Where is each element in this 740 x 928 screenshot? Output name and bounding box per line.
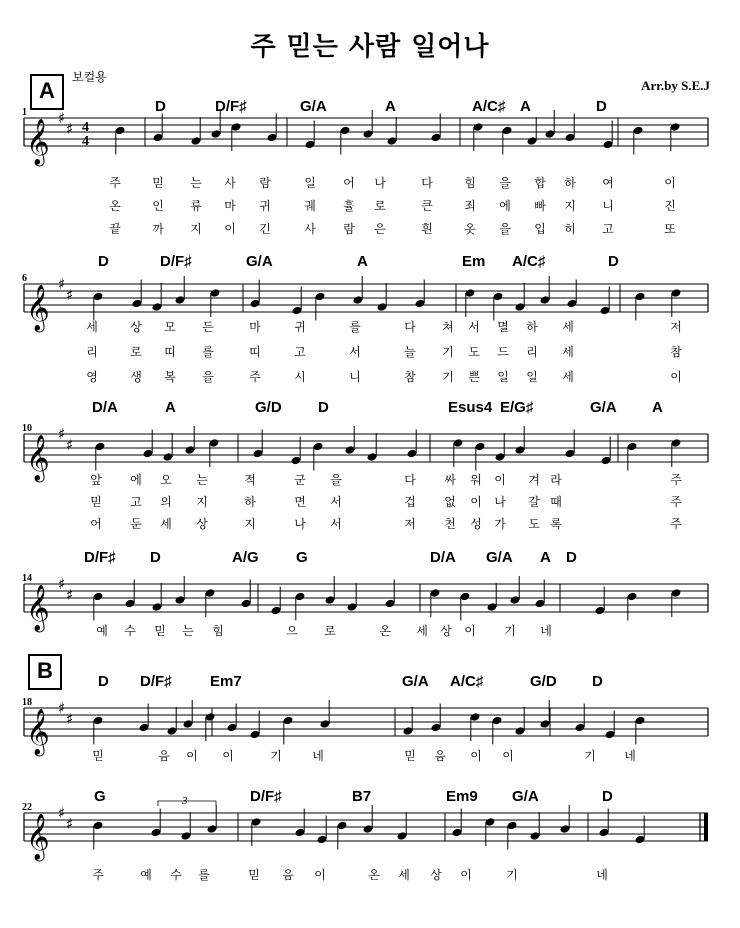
- lyric-syllable: 믿: [90, 495, 102, 509]
- lyric-syllable: 든: [202, 320, 214, 334]
- chord-symbol: G: [296, 549, 308, 566]
- lyric-syllable: 류: [190, 199, 202, 213]
- rehearsal-mark-a: A: [30, 74, 64, 110]
- treble-clef-icon: 𝄞: [26, 709, 50, 755]
- lyric-syllable: 세: [86, 320, 98, 334]
- chord-symbol: D: [592, 673, 603, 690]
- lyric-syllable: 히: [564, 222, 576, 236]
- lyric-syllable: 음: [158, 749, 170, 763]
- lyric-syllable: 겨: [528, 473, 540, 487]
- lyric-syllable: 니: [349, 370, 361, 384]
- lyric-syllable: 일: [304, 176, 316, 190]
- lyric-syllable: 일: [526, 370, 538, 384]
- lyric-syllable: 띠: [249, 345, 261, 359]
- lyric-syllable: 띠: [164, 345, 176, 359]
- lyric-syllable: 까: [152, 222, 164, 236]
- chord-symbol: E/G♯: [500, 399, 534, 416]
- lyric-syllable: 참: [670, 345, 682, 359]
- lyric-syllable: 기: [506, 868, 518, 882]
- lyric-syllable: 믿: [404, 749, 416, 763]
- chord-symbol: A/C♯: [512, 253, 546, 270]
- lyric-syllable: 의: [160, 495, 172, 509]
- lyric-syllable: 다: [404, 473, 416, 487]
- lyric-syllable: 는: [190, 176, 202, 190]
- lyric-syllable: 이: [502, 749, 514, 763]
- lyric-syllable: 저: [404, 517, 416, 531]
- lyric-syllable: 서: [330, 495, 342, 509]
- measure-number: 18: [22, 697, 32, 708]
- lyric-syllable: 사: [304, 222, 316, 236]
- treble-clef-icon: 𝄞: [26, 119, 50, 165]
- lyric-syllable: 온: [109, 199, 121, 213]
- chord-symbol: G/A: [590, 399, 617, 416]
- lyric-syllable: 오: [160, 473, 172, 487]
- chord-symbol: A: [357, 253, 368, 270]
- lyric-syllable: 지: [190, 222, 202, 236]
- lyric-syllable: 워: [470, 473, 482, 487]
- lyric-syllable: 가: [494, 517, 506, 531]
- lyric-syllable: 다: [404, 320, 416, 334]
- sharp-icon: ♯: [66, 286, 74, 304]
- lyric-syllable: 없: [444, 495, 456, 509]
- chord-symbol: G/A: [486, 549, 513, 566]
- lyric-syllable: 지: [564, 199, 576, 213]
- lyric-syllable: 힘: [464, 176, 476, 190]
- lyric-syllable: 큰: [421, 199, 433, 213]
- lyric-syllable: 상: [430, 868, 442, 882]
- lyric-syllable: 상: [130, 320, 142, 334]
- lyric-syllable: 둔: [130, 517, 142, 531]
- lyric-syllable: 모: [164, 320, 176, 334]
- lyric-syllable: 은: [374, 222, 386, 236]
- lyric-syllable: 다: [421, 176, 433, 190]
- chord-symbol: D/F♯: [160, 253, 192, 270]
- lyric-syllable: 음: [434, 749, 446, 763]
- lyric-syllable: 람: [259, 176, 271, 190]
- lyric-syllable: 기: [270, 749, 282, 763]
- lyric-syllable: 마: [224, 199, 236, 213]
- lyric-syllable: 이: [464, 624, 476, 638]
- lyric-syllable: 지: [244, 517, 256, 531]
- lyric-syllable: 앞: [90, 473, 102, 487]
- lyric-syllable: 온: [368, 868, 380, 882]
- chord-symbol: G/D: [255, 399, 282, 416]
- lyric-syllable: 합: [534, 176, 546, 190]
- chord-symbol: D: [98, 673, 109, 690]
- lyric-syllable: 이: [314, 868, 326, 882]
- lyric-syllable: 늘: [404, 345, 416, 359]
- lyric-syllable: 믿: [152, 176, 164, 190]
- lyric-syllable: 상: [196, 517, 208, 531]
- rehearsal-mark-b: B: [28, 654, 62, 690]
- lyric-syllable: 궤: [304, 199, 316, 213]
- lyric-syllable: 때: [550, 495, 562, 509]
- lyric-syllable: 천: [444, 517, 456, 531]
- lyric-syllable: 이: [670, 370, 682, 384]
- lyric-syllable: 성: [470, 517, 482, 531]
- measure-number: 1: [22, 107, 27, 118]
- lyric-syllable: 나: [294, 517, 306, 531]
- lyric-syllable: 인: [152, 199, 164, 213]
- lyric-syllable: 온: [379, 624, 391, 638]
- lyric-syllable: 힘: [212, 624, 224, 638]
- lyric-syllable: 일: [497, 370, 509, 384]
- lyric-syllable: 네: [624, 749, 636, 763]
- tuplet-number: 3: [182, 795, 188, 807]
- sharp-icon: ♯: [58, 275, 66, 293]
- chord-symbol: Em7: [210, 673, 242, 690]
- chord-symbol: D/A: [430, 549, 456, 566]
- chord-symbol: D/F♯: [215, 98, 247, 115]
- sharp-icon: ♯: [66, 815, 74, 833]
- lyric-syllable: 귀: [259, 199, 271, 213]
- chord-symbol: D: [318, 399, 329, 416]
- chord-symbol: D: [608, 253, 619, 270]
- lyric-syllable: 겁: [404, 495, 416, 509]
- lyric-syllable: 입: [534, 222, 546, 236]
- chord-symbol: Em9: [446, 788, 478, 805]
- lyric-syllable: 를: [198, 868, 210, 882]
- chord-symbol: A: [165, 399, 176, 416]
- lyric-syllable: 고: [602, 222, 614, 236]
- lyric-syllable: 이: [664, 176, 676, 190]
- chord-symbol: A/G: [232, 549, 259, 566]
- lyric-syllable: 드: [497, 345, 509, 359]
- chord-symbol: Em: [462, 253, 486, 270]
- chord-symbol: D: [596, 98, 607, 115]
- lyric-syllable: 기: [442, 370, 454, 384]
- lyric-syllable: 수: [124, 624, 136, 638]
- lyric-syllable: 으: [286, 624, 298, 638]
- lyric-syllable: 긴: [259, 222, 271, 236]
- lyric-syllable: 네: [540, 624, 552, 638]
- lyric-syllable: 참: [404, 370, 416, 384]
- measure-number: 6: [22, 273, 27, 284]
- lyric-syllable: 상: [440, 624, 452, 638]
- chord-symbol: D: [98, 253, 109, 270]
- lyric-syllable: 하: [526, 320, 538, 334]
- lyric-syllable: 주: [670, 495, 682, 509]
- lyric-syllable: 세: [562, 345, 574, 359]
- sharp-icon: ♯: [66, 710, 74, 728]
- treble-clef-icon: 𝄞: [26, 585, 50, 631]
- chord-symbol: A: [540, 549, 551, 566]
- lyric-syllable: 나: [374, 176, 386, 190]
- lyric-syllable: 귀: [294, 320, 306, 334]
- lyric-syllable: 믿: [92, 749, 104, 763]
- lyric-syllable: 휼: [343, 199, 355, 213]
- lyric-syllable: 이: [222, 749, 234, 763]
- lyric-syllable: 이: [224, 222, 236, 236]
- lyric-syllable: 로: [374, 199, 386, 213]
- lyric-syllable: 나: [494, 495, 506, 509]
- lyric-syllable: 리: [86, 345, 98, 359]
- lyric-syllable: 죄: [464, 199, 476, 213]
- sharp-icon: ♯: [66, 436, 74, 454]
- lyric-syllable: 는: [196, 473, 208, 487]
- lyric-syllable: 도: [528, 517, 540, 531]
- lyric-syllable: 저: [670, 320, 682, 334]
- song-title: 주 믿는 사람 일어나: [250, 32, 490, 62]
- lyric-syllable: 를: [202, 345, 214, 359]
- lyric-syllable: 세: [416, 624, 428, 638]
- lyric-syllable: 람: [343, 222, 355, 236]
- lyric-syllable: 생: [130, 370, 142, 384]
- lyric-syllable: 하: [564, 176, 576, 190]
- lyric-syllable: 믿: [248, 868, 260, 882]
- sharp-icon: ♯: [58, 109, 66, 127]
- chord-symbol: G/A: [246, 253, 273, 270]
- chord-symbol: A/C♯: [450, 673, 484, 690]
- lyric-syllable: 쳐: [442, 320, 454, 334]
- lyric-syllable: 영: [86, 370, 98, 384]
- lyric-syllable: 복: [164, 370, 176, 384]
- chord-symbol: D: [150, 549, 161, 566]
- lyric-syllable: 를: [349, 320, 361, 334]
- lyric-syllable: 이: [470, 749, 482, 763]
- lyric-syllable: 을: [499, 222, 511, 236]
- measure-number: 10: [22, 423, 32, 434]
- chord-symbol: A: [652, 399, 663, 416]
- lyric-syllable: 쁜: [468, 370, 480, 384]
- lyric-syllable: 사: [224, 176, 236, 190]
- lyric-syllable: 서: [349, 345, 361, 359]
- lyric-syllable: 주: [249, 370, 261, 384]
- sharp-icon: ♯: [66, 586, 74, 604]
- sharp-icon: ♯: [58, 575, 66, 593]
- chord-symbol: G/A: [300, 98, 327, 115]
- lyric-syllable: 어: [343, 176, 355, 190]
- lyric-syllable: 을: [499, 176, 511, 190]
- chord-symbol: D/A: [92, 399, 118, 416]
- lyric-syllable: 싸: [444, 473, 456, 487]
- lyric-syllable: 예: [140, 868, 152, 882]
- chord-symbol: D/F♯: [84, 549, 116, 566]
- chord-symbol: A: [520, 98, 531, 115]
- chord-symbol: D: [566, 549, 577, 566]
- lyric-syllable: 여: [602, 176, 614, 190]
- lyric-syllable: 네: [312, 749, 324, 763]
- lyric-syllable: 적: [244, 473, 256, 487]
- lyric-syllable: 마: [249, 320, 261, 334]
- lyric-syllable: 음: [282, 868, 294, 882]
- lyric-syllable: 어: [90, 517, 102, 531]
- sharp-icon: ♯: [58, 699, 66, 717]
- lyric-syllable: 갈: [528, 495, 540, 509]
- lyric-syllable: 군: [294, 473, 306, 487]
- lyric-syllable: 흰: [421, 222, 433, 236]
- lyric-syllable: 이: [186, 749, 198, 763]
- chord-symbol: A: [385, 98, 396, 115]
- chord-symbol: D/F♯: [140, 673, 172, 690]
- lyric-syllable: 이: [460, 868, 472, 882]
- lyric-syllable: 세: [160, 517, 172, 531]
- chord-symbol: Esus4: [448, 399, 493, 416]
- treble-clef-icon: 𝄞: [26, 814, 50, 860]
- chord-symbol: D: [155, 98, 166, 115]
- lyric-syllable: 을: [330, 473, 342, 487]
- chord-symbol: B7: [352, 788, 372, 805]
- chord-symbol: G/A: [402, 673, 429, 690]
- lyric-syllable: 도: [468, 345, 480, 359]
- lyric-syllable: 끝: [109, 222, 121, 236]
- lyric-syllable: 록: [550, 517, 562, 531]
- treble-clef-icon: 𝄞: [26, 435, 50, 481]
- lyric-syllable: 라: [550, 473, 562, 487]
- lyric-syllable: 기: [442, 345, 454, 359]
- chord-symbol: G: [94, 788, 106, 805]
- lyric-syllable: 시: [294, 370, 306, 384]
- lyric-syllable: 주: [670, 473, 682, 487]
- lyric-syllable: 기: [504, 624, 516, 638]
- time-signature-bottom: 4: [82, 134, 89, 149]
- version-label: 보컬용: [72, 70, 107, 84]
- lyric-syllable: 네: [596, 868, 608, 882]
- lyric-syllable: 는: [182, 624, 194, 638]
- sharp-icon: ♯: [58, 804, 66, 822]
- lyric-syllable: 주: [92, 868, 104, 882]
- chord-symbol: G/D: [530, 673, 557, 690]
- lyric-syllable: 에: [130, 473, 142, 487]
- lyric-syllable: 로: [130, 345, 142, 359]
- lyric-syllable: 주: [109, 176, 121, 190]
- chord-symbol: D/F♯: [250, 788, 282, 805]
- chord-symbol: A/C♯: [472, 98, 506, 115]
- lyric-syllable: 하: [244, 495, 256, 509]
- lyric-syllable: 면: [294, 495, 306, 509]
- lyric-syllable: 니: [602, 199, 614, 213]
- lyric-syllable: 빠: [534, 199, 546, 213]
- lyric-syllable: 진: [664, 199, 676, 213]
- lyric-syllable: 로: [324, 624, 336, 638]
- lyric-syllable: 수: [170, 868, 182, 882]
- lyric-syllable: 멸: [497, 320, 509, 334]
- lyric-syllable: 을: [202, 370, 214, 384]
- lyric-syllable: 고: [130, 495, 142, 509]
- lyric-syllable: 서: [468, 320, 480, 334]
- lyric-syllable: 고: [294, 345, 306, 359]
- sharp-icon: ♯: [58, 425, 66, 443]
- sharp-icon: ♯: [66, 120, 74, 138]
- lyric-syllable: 이: [494, 473, 506, 487]
- lyric-syllable: 옷: [464, 222, 476, 236]
- lyric-syllable: 예: [96, 624, 108, 638]
- measure-number: 22: [22, 802, 32, 813]
- lyric-syllable: 서: [330, 517, 342, 531]
- lyric-syllable: 지: [196, 495, 208, 509]
- lyric-syllable: 이: [470, 495, 482, 509]
- lyric-syllable: 세: [562, 370, 574, 384]
- chord-symbol: G/A: [512, 788, 539, 805]
- lyric-syllable: 기: [584, 749, 596, 763]
- measure-number: 14: [22, 573, 32, 584]
- lyric-syllable: 믿: [154, 624, 166, 638]
- treble-clef-icon: 𝄞: [26, 285, 50, 331]
- lyric-syllable: 에: [499, 199, 511, 213]
- arranger-credit: Arr.by S.E.J: [641, 78, 710, 93]
- time-signature-top: 4: [82, 120, 89, 135]
- lyric-syllable: 세: [562, 320, 574, 334]
- chord-symbol: D: [602, 788, 613, 805]
- lyric-syllable: 주: [670, 517, 682, 531]
- lyric-syllable: 또: [664, 222, 676, 236]
- lyric-syllable: 세: [398, 868, 410, 882]
- lyric-syllable: 리: [526, 345, 538, 359]
